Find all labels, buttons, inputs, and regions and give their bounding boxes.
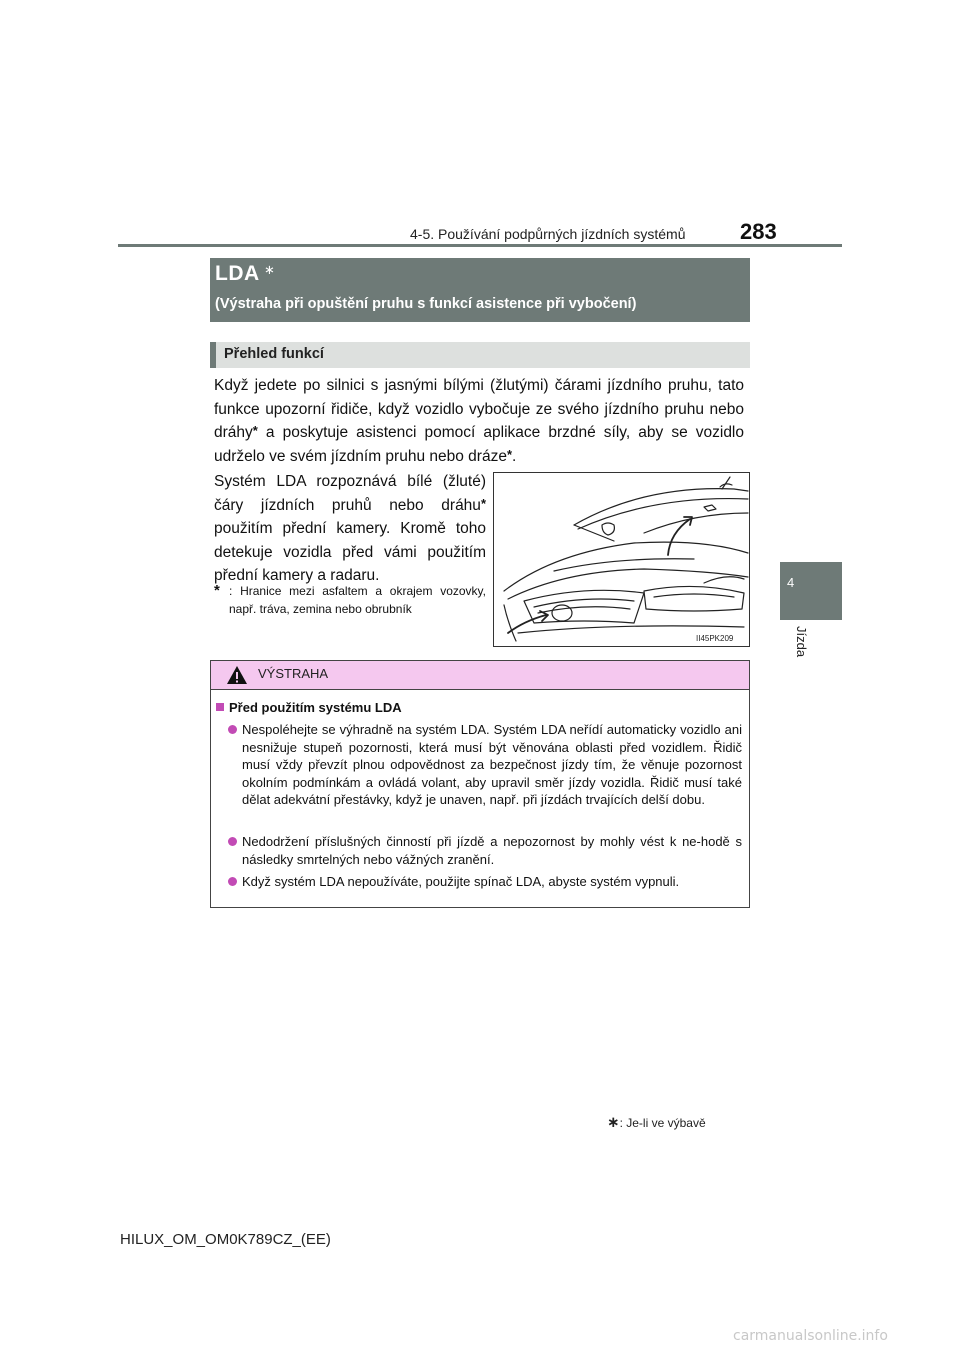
illustration-code: II45PK209 <box>696 634 734 643</box>
header-divider <box>118 244 842 247</box>
intro-text-2: a poskytuje asistenci pomocí aplikace brzdné síly, aby se vozidlo udrželo ve svém jízdním pruhu nebo dráze <box>214 424 744 465</box>
equipment-asterisk: ∗ <box>607 1114 620 1131</box>
bullet-dot-icon <box>228 725 237 734</box>
footnote-asterisk: * <box>214 582 220 599</box>
warning-triangle-icon <box>226 665 248 690</box>
warning-item: Když systém LDA nepoužíváte, použijte spínač LDA, abyste systém vypnuli. <box>242 874 680 889</box>
intro-paragraph <box>214 374 744 468</box>
title-asterisk: ∗ <box>264 262 275 277</box>
chapter-number: 4 <box>787 575 795 590</box>
page-subtitle: (Výstraha při opuštění pruhu s funkcí asistence při vybočení) <box>215 296 637 312</box>
lda-text-1: Systém LDA rozpoznává bílé (žluté) čáry jízdních pruhů nebo dráhu <box>214 473 486 514</box>
warning-heading: Před použitím systému LDA <box>229 700 402 715</box>
lda-paragraph <box>214 470 486 588</box>
chapter-label: Jízda <box>794 626 809 658</box>
section-bar-accent <box>210 342 216 368</box>
boundary-footnote <box>214 582 486 618</box>
equipment-note-text: : Je-li ve výbavě <box>619 1116 706 1130</box>
page-title: LDA <box>215 262 260 285</box>
intro-text-1: Když jedete po silnici s jasnými bílými (žlutými) čárami jízdního pruhu, tato funkce upozorní řidiče, když vozidlo vybočuje ze svého jízdního pruhu nebo dráhy <box>214 377 744 441</box>
lda-text-2: použitím přední kamery. Kromě toho detekuje vozidla před vámi použitím přední kamery a radaru. <box>214 520 486 584</box>
warning-label: VÝSTRAHA <box>258 666 329 681</box>
title-banner <box>210 258 750 322</box>
manual-code: HILUX_OM_OM0K789CZ_(EE) <box>120 1231 331 1248</box>
section-title: Přehled funkcí <box>224 346 324 362</box>
warning-item: Nespoléhejte se výhradně na systém LDA. Systém LDA neřídí automaticky vozidlo ani nesnižuje stupeň pozornosti, která musí být věnována oblasti před vozidlem. Řidič musí vždy převzít plnou odpovědnost za bezpečnost jízdy tím, že věnuje pozornost okolním podmínkám a ovládá volant, aby upravil směr jízdy vozidla. Řidič musí také dělat adekvátní přestávky, když je unaven, např. při jízdách trvajících delší dobu. <box>242 722 742 808</box>
warning-item: Nedodržení příslušných činností při jízdě a nepozornost by mohly vést k ne-hodě s následky smrtelných nebo vážných zranění. <box>242 834 742 867</box>
asterisk-mark: * <box>480 495 486 511</box>
asterisk-mark: * <box>506 446 512 462</box>
bullet-square-icon <box>216 703 224 711</box>
equipment-footnote <box>607 1113 706 1131</box>
header-section-title: 4-5. Používání podpůrných jízdních systémů <box>410 226 686 242</box>
asterisk-mark: * <box>252 423 258 438</box>
car-front-illustration <box>493 472 750 647</box>
footnote-text: : Hranice mezi asfaltem a okrajem vozovky, např. tráva, zemina nebo obrubník <box>229 584 486 616</box>
bullet-dot-icon <box>228 877 237 886</box>
intro-text-3: . <box>512 447 517 465</box>
chapter-tab <box>780 562 842 620</box>
page-number: 283 <box>740 219 777 244</box>
watermark: carmanualsonline.info <box>733 1328 888 1344</box>
bullet-dot-icon <box>228 837 237 846</box>
